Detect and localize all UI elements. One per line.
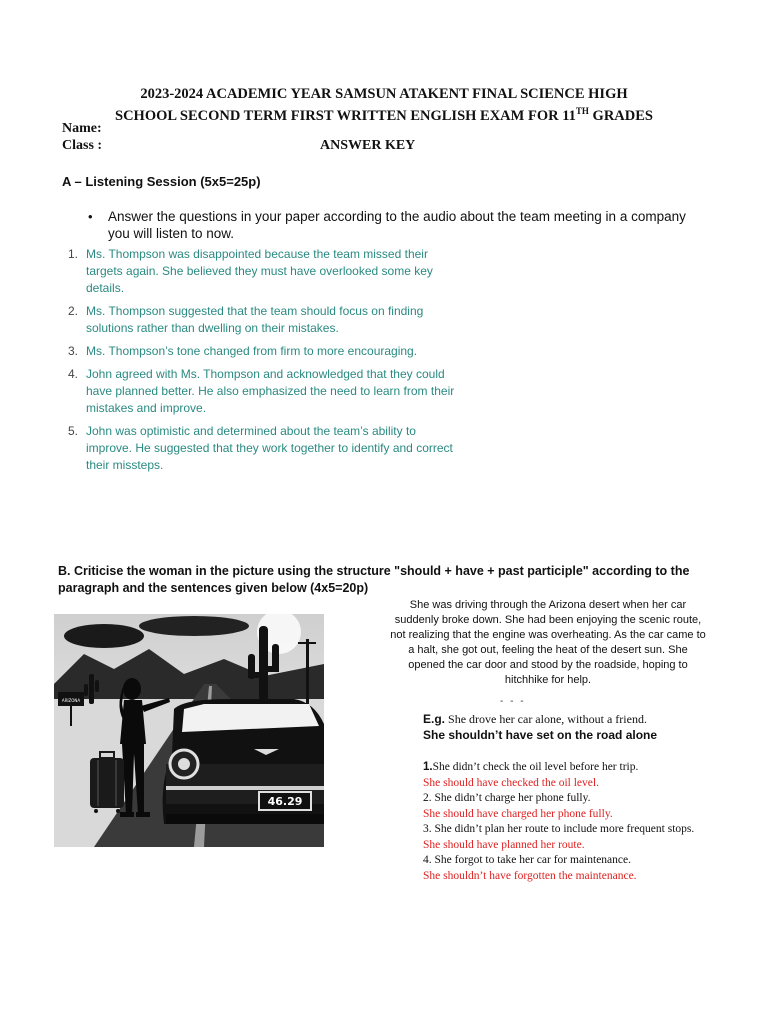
hitchhiker-picture xyxy=(54,614,324,847)
section-a-heading: A – Listening Session (5x5=25p) xyxy=(62,174,261,189)
list-item: 1.She didn’t check the oil level before her trip. xyxy=(423,761,639,773)
answer-line: She should have charged her phone fully. xyxy=(423,807,613,820)
dashes-divider: - - - xyxy=(500,696,526,707)
list-item: 3. She didn’t plan her route to include more frequent stops. xyxy=(423,823,695,835)
class-label: Class : xyxy=(62,138,103,153)
list-item: 4. John agreed with Ms. Thompson and acknowledged that they could have planned better. He also emphasized the need to learn from their mistakes and improve. xyxy=(68,367,455,415)
list-item: 2. Ms. Thompson suggested that the team should focus on finding solutions rather than dwelling on their mistakes. xyxy=(68,304,424,335)
criticism-items xyxy=(423,760,723,884)
bullet-icon: • xyxy=(88,209,93,224)
suitcase-shape xyxy=(90,752,124,813)
section-b-heading: B. Criticise the woman in the picture using the structure "should + have + past participle" according to the paragraph and the sentences given below (4x5=20p) xyxy=(58,564,690,595)
answer-line: She should have planned her route. xyxy=(423,838,585,851)
license-plate: 46.29 xyxy=(267,795,303,808)
list-item: 3. Ms. Thompson’s tone changed from firm to more encouraging. xyxy=(68,344,418,358)
list-item: 1. Ms. Thompson was disappointed because the team missed their targets again. She believed they must have overlooked some key details. xyxy=(68,247,433,295)
example-answer: She shouldn’t have set on the road alone xyxy=(423,728,658,742)
listening-answers xyxy=(68,246,458,480)
car-shape xyxy=(163,699,324,824)
name-label: Name: xyxy=(62,121,102,136)
section-a-instruction: Answer the questions in your paper according to the audio about the team meeting in a company you will listen to now. xyxy=(108,209,686,241)
answer-key-label: ANSWER KEY xyxy=(320,138,416,153)
exam-title xyxy=(60,86,708,125)
title-line-1: 2023-2024 ACADEMIC YEAR SAMSUN ATAKENT FINAL SCIENCE HIGH xyxy=(140,86,628,102)
example-block xyxy=(423,711,657,743)
example-sentence: E.g. She drove her car alone, without a friend. xyxy=(423,712,647,726)
list-item: 5. John was optimistic and determined about the team’s ability to improve. He suggested that they work together to identify and correct their missteps. xyxy=(68,424,453,472)
scenario-paragraph: She was driving through the Arizona desert when her car suddenly broke down. She had been enjoying the scenic route, not realizing that the engine was overheating. As the car came to a halt, she got out, feeling the heat of the desert sun. She opened the car door and stood by the roadside, hoping to hitchhike for help. xyxy=(390,599,706,686)
sign-text: ARIZONA xyxy=(61,698,81,703)
answer-line: She should have checked the oil level. xyxy=(423,776,599,789)
list-item: 4. She forgot to take her car for maintenance. xyxy=(423,854,631,866)
title-line-2: SCHOOL SECOND TERM FIRST WRITTEN ENGLISH EXAM FOR 11TH GRADES xyxy=(115,106,653,124)
list-item: 2. She didn’t charge her phone fully. xyxy=(423,792,591,804)
answer-line: She shouldn’t have forgotten the maintenance. xyxy=(423,869,637,882)
